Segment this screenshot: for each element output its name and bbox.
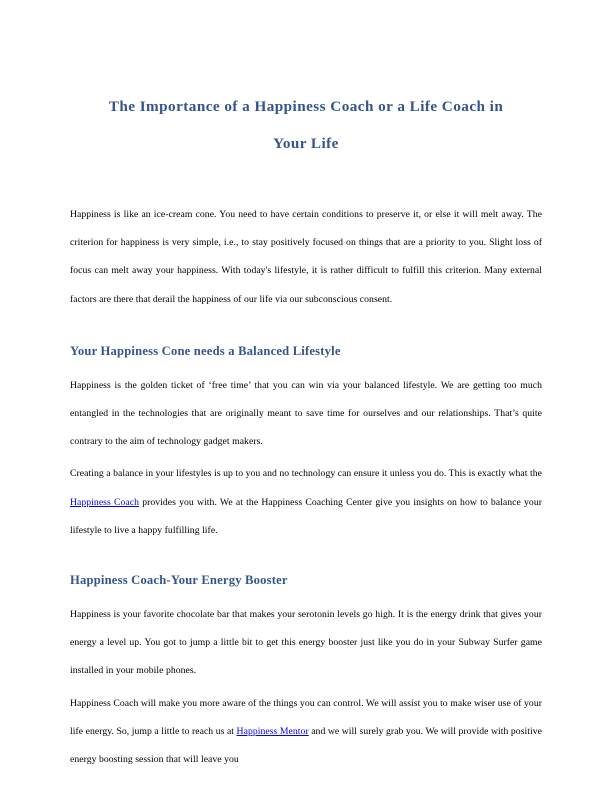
spacer-heading-1-to-paragraph: [70, 362, 542, 372]
happiness-coach-link[interactable]: Happiness Coach: [70, 496, 139, 508]
page-title: [70, 88, 542, 162]
happiness-mentor-link[interactable]: Happiness Mentor: [236, 725, 309, 737]
section-heading-balanced-lifestyle: Your Happiness Cone needs a Balanced Lifestyle: [70, 343, 341, 358]
paragraph-energy-booster-1: Happiness is your favorite chocolate bar that makes your serotonin levels go high. It is the energy drink that gives your energy a level up. You got to jump a little bit to get this energy booster just like you do in your Subway Surfer game installed in your mobile phones.: [70, 609, 542, 677]
spacer-title-to-intro: [70, 162, 542, 201]
section-heading-energy-booster: Happiness Coach-Your Energy Booster: [70, 573, 288, 588]
spacer-paragraph-to-heading-2: [70, 545, 542, 569]
paragraph-text-before-mentor-link: Happiness Coach will make you more aware of the things you can control. We will assist you to make wiser use of your life energy. So, jump a little to reach us at: [70, 697, 542, 737]
paragraph-text-after-link: provides you with. We at the Happiness Coaching Center give you insights on how to balance your lifestyle to live a happy fulfilling life.: [70, 496, 542, 536]
page-title-line-2: Your Life: [273, 135, 339, 152]
spacer-intro-to-heading-1: [70, 314, 542, 340]
paragraph-energy-booster-2: [70, 690, 542, 775]
paragraph-balanced-lifestyle-1: Happiness is the golden ticket of ‘free time’ that you can win via your balanced lifestyle. We are getting too much entangled in the technologies that are originally meant to save time for ourselves and our relationships. That’s quite contrary to the aim of technology gadget makers.: [70, 379, 542, 448]
paragraph-text-after-mentor-link: and we will surely grab you. We will provide with positive energy boosting session that will leave you: [70, 725, 542, 766]
spacer-heading-2-to-paragraph: [70, 591, 542, 601]
page-title-line-1: The Importance of a Happiness Coach or a Life Coach in: [108, 98, 504, 115]
paragraph-balanced-lifestyle-2: [70, 460, 542, 545]
document-content: [70, 88, 542, 774]
paragraph-text-before-link: Creating a balance in your lifestyles is up to you and no technology can ensure it unless you do. This is exactly what the: [70, 468, 542, 480]
paragraph-intro: Happiness is like an ice-cream cone. You need to have certain conditions to preserve it, or else it will melt away. The criterion for happiness is very simple, i.e., to stay positively focused on things that are a priority to you. Slight loss of focus can melt away your happiness. With today's lifestyle, it is rather difficult to fulfill this criterion. Many external factors are there that derail the happiness of our life via our subconscious consent.: [70, 209, 542, 305]
